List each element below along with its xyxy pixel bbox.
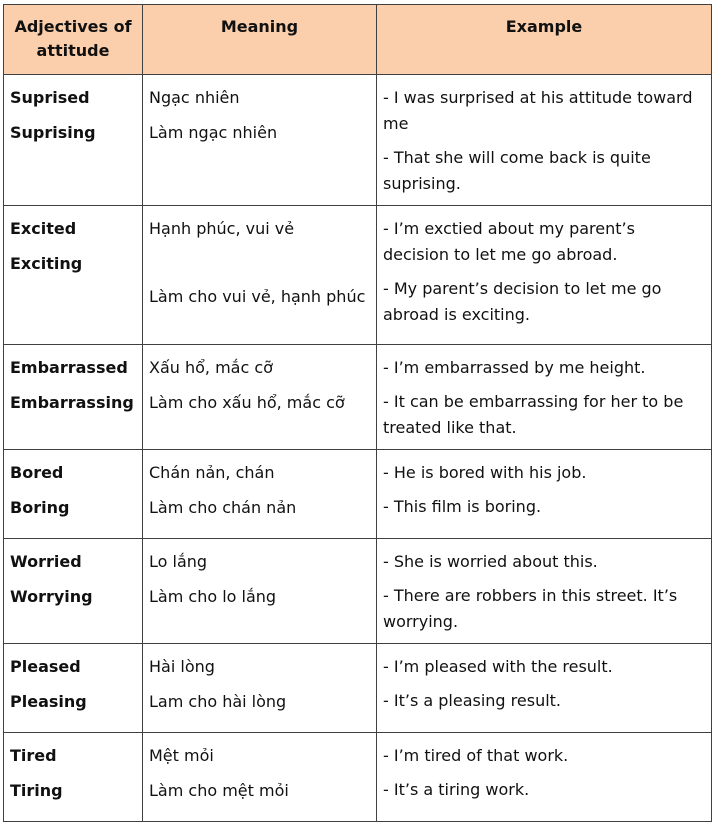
example-ing: - It’s a pleasing result. bbox=[383, 691, 562, 710]
header-example: Example bbox=[377, 5, 712, 75]
meaning-ing: Làm cho lo lắng bbox=[149, 587, 277, 606]
adjective-ing: Worrying bbox=[10, 587, 93, 606]
example-cell bbox=[377, 539, 712, 644]
adjective-ed: Pleased bbox=[10, 657, 81, 676]
example-cell bbox=[377, 644, 712, 733]
adjectives-table bbox=[3, 4, 712, 822]
example-ing: - There are robbers in this street. It’s worrying. bbox=[383, 586, 678, 631]
adjective-cell bbox=[4, 450, 143, 539]
adjective-ing: Embarrassing bbox=[10, 393, 134, 412]
example-ed: - I’m pleased with the result. bbox=[383, 657, 613, 676]
meaning-cell bbox=[143, 450, 377, 539]
example-ed: - I’m exctied about my parent’s decision to let me go abroad. bbox=[383, 219, 635, 264]
example-ed: - I’m tired of that work. bbox=[383, 746, 569, 765]
example-cell bbox=[377, 733, 712, 822]
header-adjectives: Adjectives of attitude bbox=[4, 5, 143, 75]
example-ing: - My parent’s decision to let me go abroad is exciting. bbox=[383, 279, 662, 324]
header-row bbox=[4, 5, 712, 75]
meaning-cell bbox=[143, 345, 377, 450]
adjective-ed: Bored bbox=[10, 463, 64, 482]
table-row bbox=[4, 644, 712, 733]
meaning-ed: Mệt mỏi bbox=[149, 746, 214, 765]
adjective-cell bbox=[4, 75, 143, 206]
meaning-cell bbox=[143, 75, 377, 206]
example-cell bbox=[377, 345, 712, 450]
meaning-ed: Hài lòng bbox=[149, 657, 215, 676]
adjective-ed: Worried bbox=[10, 552, 82, 571]
example-ing: - That she will come back is quite suprising. bbox=[383, 148, 651, 193]
adjective-cell bbox=[4, 345, 143, 450]
example-cell bbox=[377, 450, 712, 539]
adjective-ing: Tiring bbox=[10, 781, 63, 800]
meaning-ing: Làm cho mệt mỏi bbox=[149, 781, 289, 800]
adjective-cell bbox=[4, 539, 143, 644]
adjective-ed: Suprised bbox=[10, 88, 90, 107]
meaning-ing: Lam cho hài lòng bbox=[149, 692, 287, 711]
table-row bbox=[4, 345, 712, 450]
meaning-ed: Chán nản, chán bbox=[149, 463, 275, 482]
meaning-ed: Xấu hổ, mắc cỡ bbox=[149, 358, 273, 377]
meaning-cell bbox=[143, 733, 377, 822]
meaning-cell bbox=[143, 206, 377, 345]
example-cell bbox=[377, 75, 712, 206]
example-ing: - It’s a tiring work. bbox=[383, 780, 530, 799]
meaning-cell bbox=[143, 539, 377, 644]
example-ing: - It can be embarrassing for her to be treated like that. bbox=[383, 392, 684, 437]
adjective-ing: Exciting bbox=[10, 254, 83, 273]
table-row bbox=[4, 206, 712, 345]
adjective-cell bbox=[4, 644, 143, 733]
example-ed: - I was surprised at his attitude toward me bbox=[383, 88, 693, 133]
example-cell bbox=[377, 206, 712, 345]
adjective-cell bbox=[4, 733, 143, 822]
meaning-ing: Làm cho vui vẻ, hạnh phúc bbox=[149, 287, 366, 306]
table-row bbox=[4, 75, 712, 206]
meaning-ed: Ngạc nhiên bbox=[149, 88, 240, 107]
adjective-ed: Tired bbox=[10, 746, 57, 765]
table-row bbox=[4, 450, 712, 539]
meaning-ing: Làm cho xấu hổ, mắc cỡ bbox=[149, 393, 345, 412]
adjective-ing: Suprising bbox=[10, 123, 96, 142]
adjective-ing: Pleasing bbox=[10, 692, 87, 711]
example-ed: - She is worried about this. bbox=[383, 552, 598, 571]
adjective-ing: Boring bbox=[10, 498, 70, 517]
meaning-ing: Làm cho chán nản bbox=[149, 498, 297, 517]
meaning-ing: Làm ngạc nhiên bbox=[149, 123, 278, 142]
adjective-ed: Embarrassed bbox=[10, 358, 128, 377]
table-row bbox=[4, 733, 712, 822]
adjective-cell bbox=[4, 206, 143, 345]
meaning-ed: Lo lắng bbox=[149, 552, 208, 571]
meaning-ed: Hạnh phúc, vui vẻ bbox=[149, 219, 295, 238]
example-ed: - I’m embarrassed by me height. bbox=[383, 358, 646, 377]
meaning-cell bbox=[143, 644, 377, 733]
adjective-ed: Excited bbox=[10, 219, 77, 238]
example-ing: - This film is boring. bbox=[383, 497, 542, 516]
example-ed: - He is bored with his job. bbox=[383, 463, 587, 482]
header-meaning: Meaning bbox=[143, 5, 377, 75]
table-row bbox=[4, 539, 712, 644]
